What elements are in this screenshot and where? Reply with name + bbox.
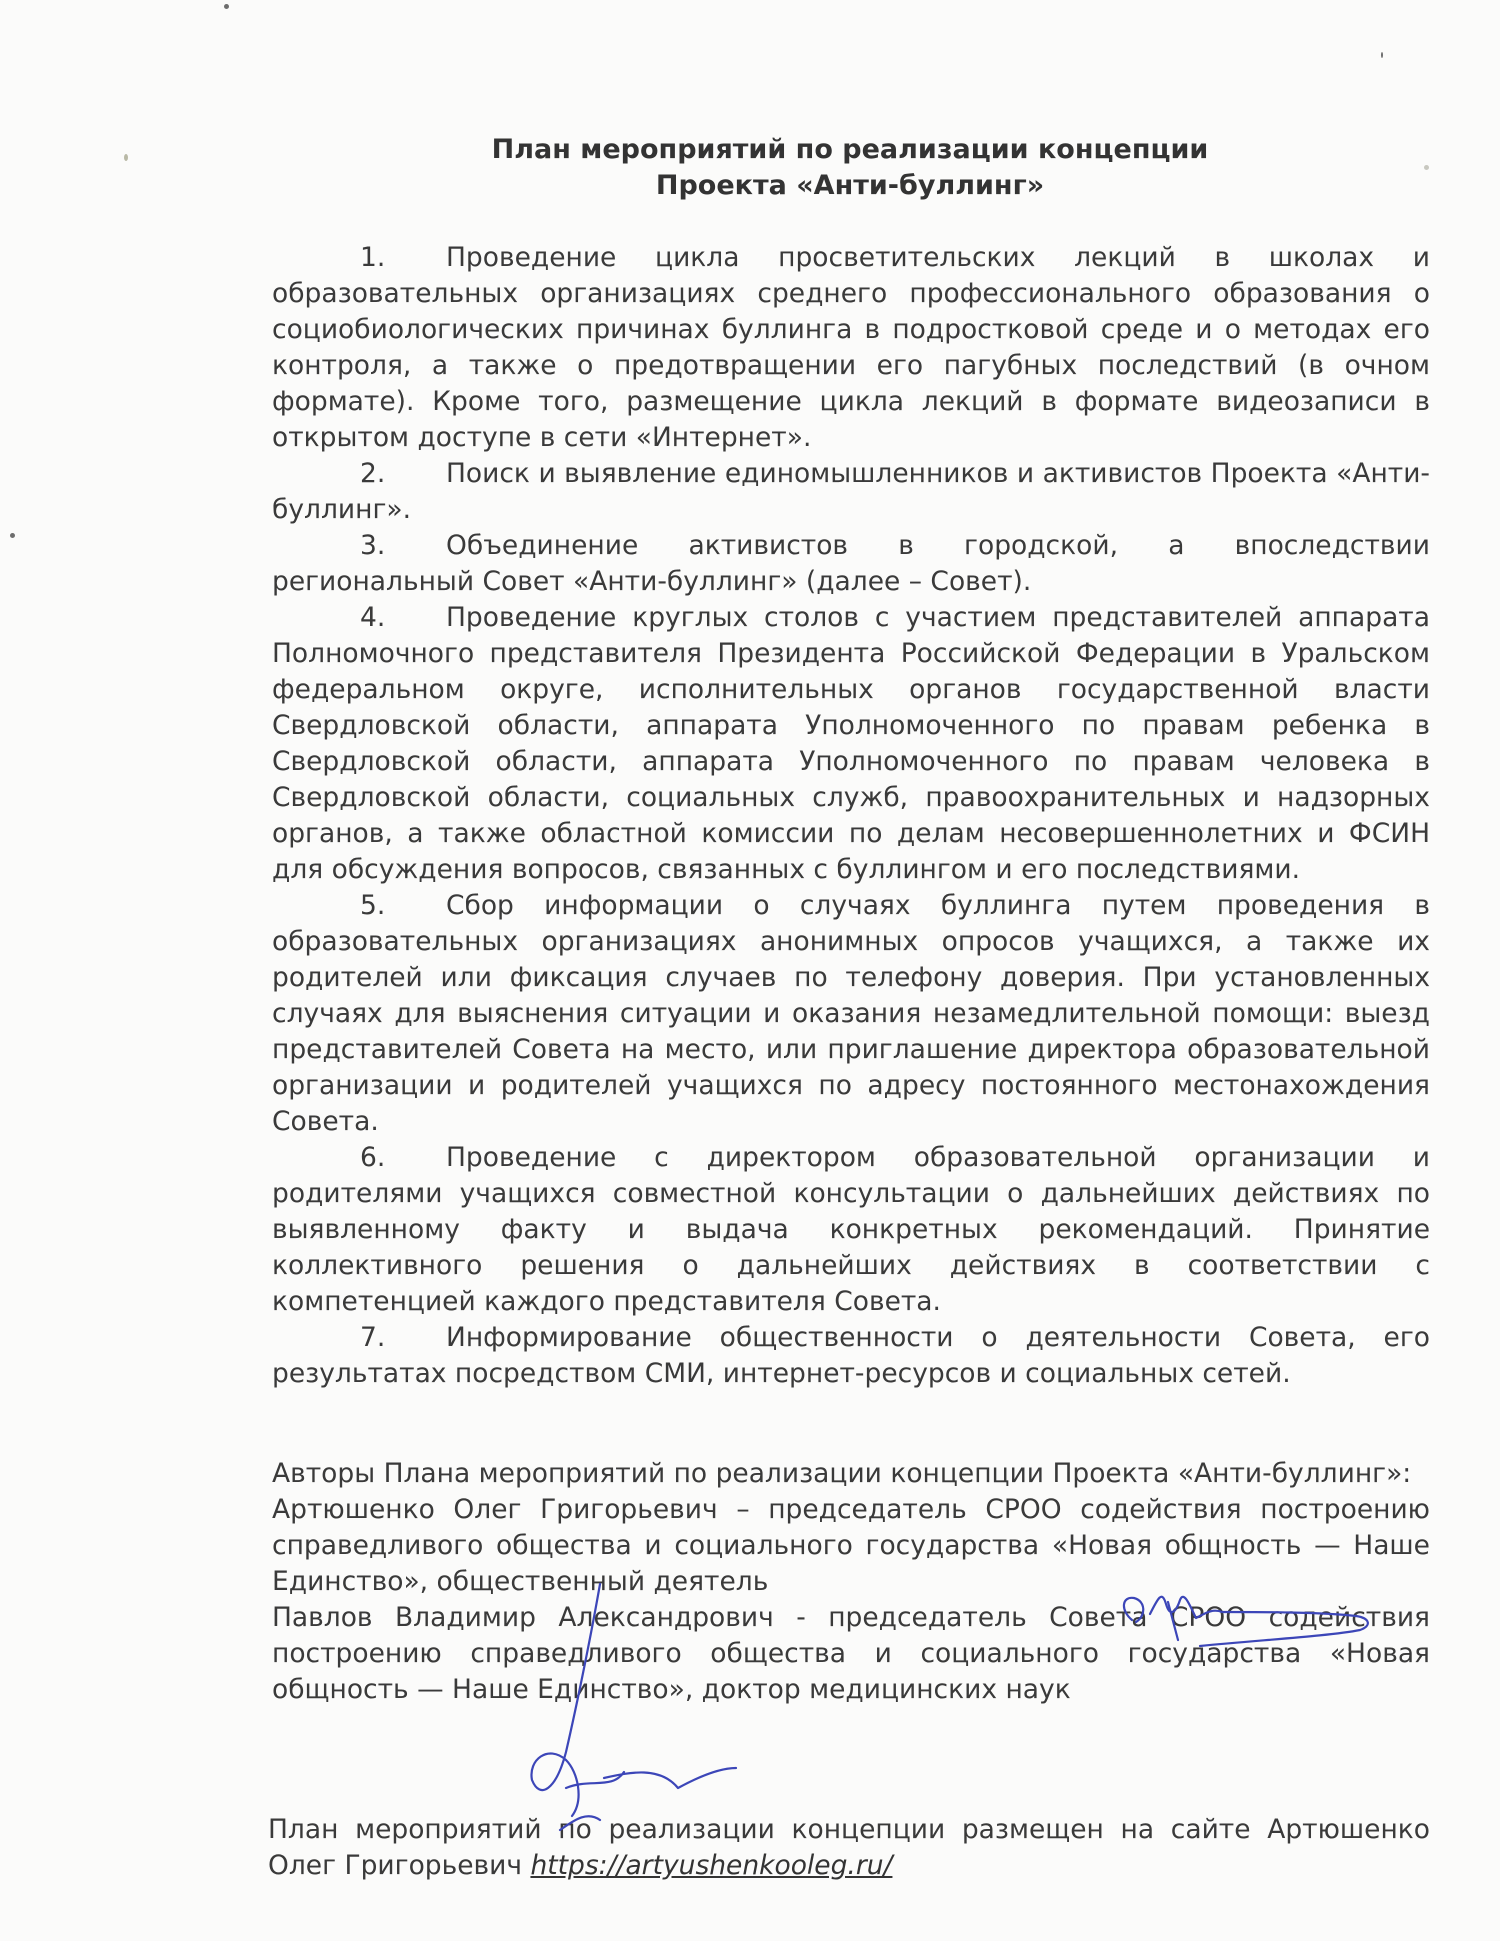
document-title: [270, 132, 1430, 204]
scan-speck: [224, 4, 229, 9]
scan-speck: [124, 154, 128, 161]
title-line-1: План мероприятий по реализации концепции: [491, 134, 1209, 165]
item-number: 1.: [360, 242, 386, 273]
author-pavlov: Павлов Владимир Александрович - председатель Совета СРОО содействия построению справедливого общества и социального государства «Новая общность — Наше Единство», доктор медицинских наук: [272, 1602, 1430, 1705]
item-text: Сбор информации о случаях буллинга путем проведения в образовательных организациях анонимных опросов учащихся, а также их родителей или фиксация случаев по телефону доверия. При установленных случаях для выяснения ситуации и оказания незамедлительной помощи: выезд представителей Совета на место, или приглашение директора образовательной организации и родителей учащихся по адресу постоянного местонахождения Совета.: [272, 890, 1430, 1137]
item-text: Проведение с директором образовательной организации и родителями учащихся совместной консультации о дальнейших действиях по выявленному факту и выдача конкретных рекомендаций. Принятие коллективного решения о дальнейших действиях в соответствии с компетенцией каждого представителя Совета.: [272, 1142, 1430, 1317]
plan-items: [272, 240, 1430, 1392]
scan-speck: [1381, 52, 1383, 58]
item-number: 3.: [360, 530, 386, 561]
item-number: 5.: [360, 890, 386, 921]
scan-speck: [10, 533, 15, 538]
authors-section: [272, 1456, 1430, 1708]
item-number: 4.: [360, 602, 386, 633]
plan-item: [272, 600, 1430, 888]
authors-heading: Авторы Плана мероприятий по реализации концепции Проекта «Анти-буллинг»:: [272, 1458, 1412, 1489]
author-artyushenko: Артюшенко Олег Григорьевич – председатель СРОО содействия построению справедливого общества и социального государства «Новая общность — Наше Единство», общественный деятель: [272, 1494, 1430, 1597]
plan-item: [272, 1320, 1430, 1392]
plan-item: [272, 456, 1430, 528]
footer-note: [268, 1812, 1430, 1884]
item-number: 2.: [360, 458, 386, 489]
item-text: Проведение цикла просветительских лекций в школах и образовательных организациях среднего профессионального образования о социобиологических причинах буллинга в подростковой среде и о методах его контроля, а также о предотвращении его пагубных последствий (в очном формате). Кроме того, размещение цикла лекций в формате видеозаписи в открытом доступе в сети «Интернет».: [272, 242, 1430, 453]
footer-paragraph: [268, 1812, 1430, 1884]
plan-item: [272, 528, 1430, 600]
plan-item: [272, 1140, 1430, 1320]
plan-item: [272, 240, 1430, 456]
website-link[interactable]: https://artyushenkooleg.ru/: [530, 1850, 893, 1881]
title-line-2: Проекта «Анти-буллинг»: [655, 170, 1045, 201]
item-number: 6.: [360, 1142, 386, 1173]
item-text: Объединение активистов в городской, а впоследствии региональный Совет «Анти-буллинг» (далее – Совет).: [272, 530, 1430, 597]
plan-item: [272, 888, 1430, 1140]
item-text: Информирование общественности о деятельности Совета, его результатах посредством СМИ, интернет-ресурсов и социальных сетей.: [272, 1322, 1430, 1389]
footer-text: План мероприятий по реализации концепции размещен на сайте Артюшенко Олег Григорьевич: [268, 1814, 1430, 1881]
item-text: Проведение круглых столов с участием представителей аппарата Полномочного представителя Президента Российской Федерации в Уральском федеральном округе, исполнительных органов государственной власти Свердловской области, аппарата Уполномоченного по правам ребенка в Свердловской области, аппарата Уполномоченного по правам человека в Свердловской области, социальных служб, правоохранительных и надзорных органов, а также областной комиссии по делам несовершеннолетних и ФСИН для обсуждения вопросов, связанных с буллингом и его последствиями.: [272, 602, 1430, 885]
item-text: Поиск и выявление единомышленников и активистов Проекта «Анти-буллинг».: [272, 458, 1430, 525]
item-number: 7.: [360, 1322, 386, 1353]
